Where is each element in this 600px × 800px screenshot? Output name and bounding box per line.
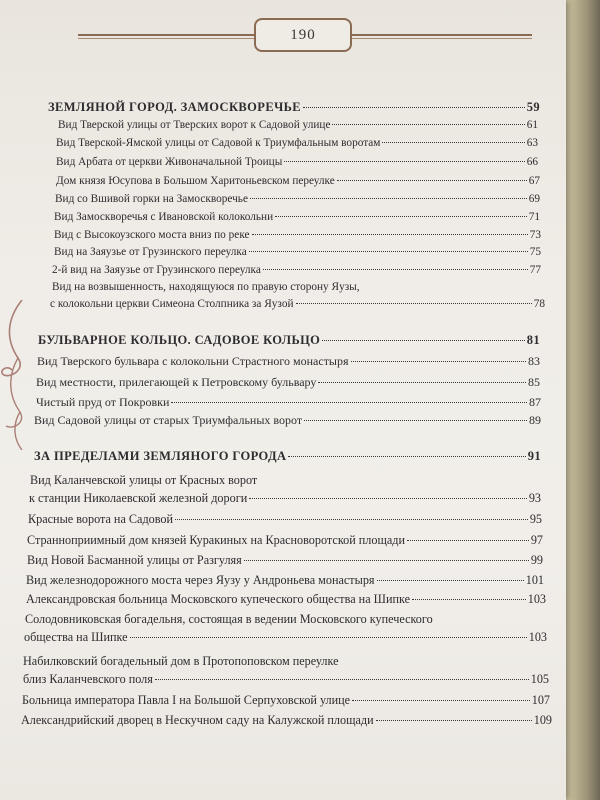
dot-leader [407,540,529,541]
toc-entry [34,413,541,428]
entry-page-number: 78 [533,298,545,310]
dot-leader [250,198,527,199]
entry-title: Больница императора Павла I на Большой Серпуховской улице [22,693,351,707]
toc-entry [28,512,542,527]
dot-leader [288,456,525,457]
dot-leader [155,679,529,680]
dot-leader [130,637,527,638]
toc-entry [36,395,541,410]
toc-entry-title-line1: Солодовниковская богадельня, состоящая в ведении Московского купеческого [25,612,433,626]
toc-entry [56,175,540,187]
entry-title: Вид Тверской-Ямской улицы от Садовой к Триумфальным воротам [56,137,381,149]
entry-page-number: 63 [526,137,538,149]
dot-leader [332,124,524,125]
section-title: БУЛЬВАРНОЕ КОЛЬЦО. САДОВОЕ КОЛЬЦО [38,333,321,347]
entry-title: 2-й вид на Заяузье от Грузинского переулка [52,264,261,276]
entry-page-number: 61 [526,119,538,131]
toc-entry [24,630,547,645]
toc-entry [56,137,538,149]
entry-page-number: 67 [528,175,540,187]
dot-leader [263,269,528,270]
entry-title: Вид Садовой улицы от старых Триумфальных ворот [34,413,303,427]
entry-title: Вид железнодорожного моста через Яузу у Андроньева монастыря [26,573,375,587]
toc-entry [27,553,543,568]
entry-title: Вид Арбата от церкви Живоначальной Троицы [56,156,283,168]
toc-entry [26,592,546,607]
page-number: 190 [254,18,352,52]
toc-entry-title-line1: Вид на возвышенность, находящуюся по правую сторону Яузы, [52,281,360,293]
entry-title: Странноприимный дом князей Куракиных на Красноворотской площади [27,533,405,547]
toc-entry [58,119,538,131]
entry-page-number: 83 [528,354,540,368]
toc-entry [50,298,545,310]
entry-page-number: 73 [529,229,541,241]
entry-title: к станции Николаевской железной дороги [29,491,248,505]
entry-title: Вид Тверской улицы от Тверских ворот к Садовой улице [58,119,331,131]
toc-entry [21,713,552,728]
dot-leader [351,361,526,362]
dot-leader [352,700,530,701]
section-page-number: 59 [526,100,540,114]
dot-leader [318,382,526,383]
section-heading [48,100,540,115]
dot-leader [171,402,527,403]
entry-title: Александровская больница Московского купеческого общества на Шипке [26,592,411,606]
dot-leader [275,216,527,217]
dot-leader [296,303,532,304]
entry-page-number: 109 [533,713,552,727]
entry-page-number: 89 [529,413,541,427]
toc-entry [54,211,540,223]
toc-entry-title-line1: Вид Каланчевской улицы от Красных ворот [30,473,258,487]
dot-leader [412,599,526,600]
entry-title: Вид Тверского бульвара с колокольни Страстного монастыря [37,354,349,368]
toc-entry [27,533,543,548]
section-page-number: 91 [527,449,541,463]
section-heading [34,449,541,464]
dot-leader [303,107,525,108]
dot-leader [284,161,524,162]
section-heading [38,333,540,348]
entry-page-number: 107 [531,693,550,707]
toc-entry [55,193,540,205]
entry-page-number: 99 [530,553,543,567]
dot-leader [175,519,528,520]
dot-leader [382,142,524,143]
toc-entry [56,156,538,168]
toc-entry [54,246,541,258]
dot-leader [249,251,528,252]
entry-page-number: 75 [529,246,541,258]
entry-title: Вид местности, прилегающей к Петровскому бульвару [36,375,317,389]
entry-title: Вид с Высокоузского моста вниз по реке [54,229,250,241]
entry-page-number: 87 [529,395,541,409]
toc-entry [22,693,550,708]
entry-title: Вид со Вшивой горки на Замоскворечье [55,193,248,205]
entry-page-number: 95 [529,512,542,526]
entry-page-number: 103 [527,592,546,606]
dot-leader [252,234,528,235]
dot-leader [337,180,527,181]
entry-page-number: 93 [528,491,541,505]
entry-page-number: 77 [529,264,541,276]
entry-page-number: 69 [528,193,540,205]
entry-title: Александрийский дворец в Нескучном саду на Калужской площади [21,713,374,727]
toc-entry [26,573,544,588]
toc-entry [37,354,540,369]
dot-leader [244,560,529,561]
entry-title: Дом князя Юсупова в Большом Харитоньевском переулке [56,175,335,187]
entry-title: Вид на Заяузье от Грузинского переулка [54,246,247,258]
section-title: ЗЕМЛЯНОЙ ГОРОД. ЗАМОСКВОРЕЧЬЕ [48,100,302,114]
entry-title: с колокольни церкви Симеона Столпника за Яузой [50,298,294,310]
dot-leader [249,498,527,499]
entry-title: Вид Новой Басманной улицы от Разгуляя [27,553,242,567]
entry-page-number: 105 [530,672,549,686]
entry-title: Вид Замоскворечья с Ивановской колокольни [54,211,274,223]
entry-title: Красные ворота на Садовой [28,512,174,526]
toc-entry [54,229,541,241]
entry-title: общества на Шипке [24,630,128,644]
section-title: ЗА ПРЕДЕЛАМИ ЗЕМЛЯНОГО ГОРОДА [34,449,287,463]
toc-entry [23,672,549,687]
toc-entry-title-line1: Набилковский богадельный дом в Протопоповском переулке [23,654,339,668]
entry-title: Чистый пруд от Покровки [36,395,170,409]
dot-leader [377,580,524,581]
entry-page-number: 97 [530,533,543,547]
toc-entry [29,491,541,506]
entry-page-number: 85 [528,375,540,389]
dot-leader [304,420,527,421]
toc-entry [52,264,541,276]
dot-leader [376,720,532,721]
margin-ornament [0,300,24,450]
section-page-number: 81 [526,333,540,347]
dot-leader [322,340,524,341]
entry-page-number: 66 [526,156,538,168]
entry-page-number: 101 [525,573,544,587]
entry-page-number: 71 [528,211,540,223]
entry-page-number: 103 [528,630,547,644]
entry-title: близ Каланчевского поля [23,672,153,686]
toc-entry [36,375,540,390]
